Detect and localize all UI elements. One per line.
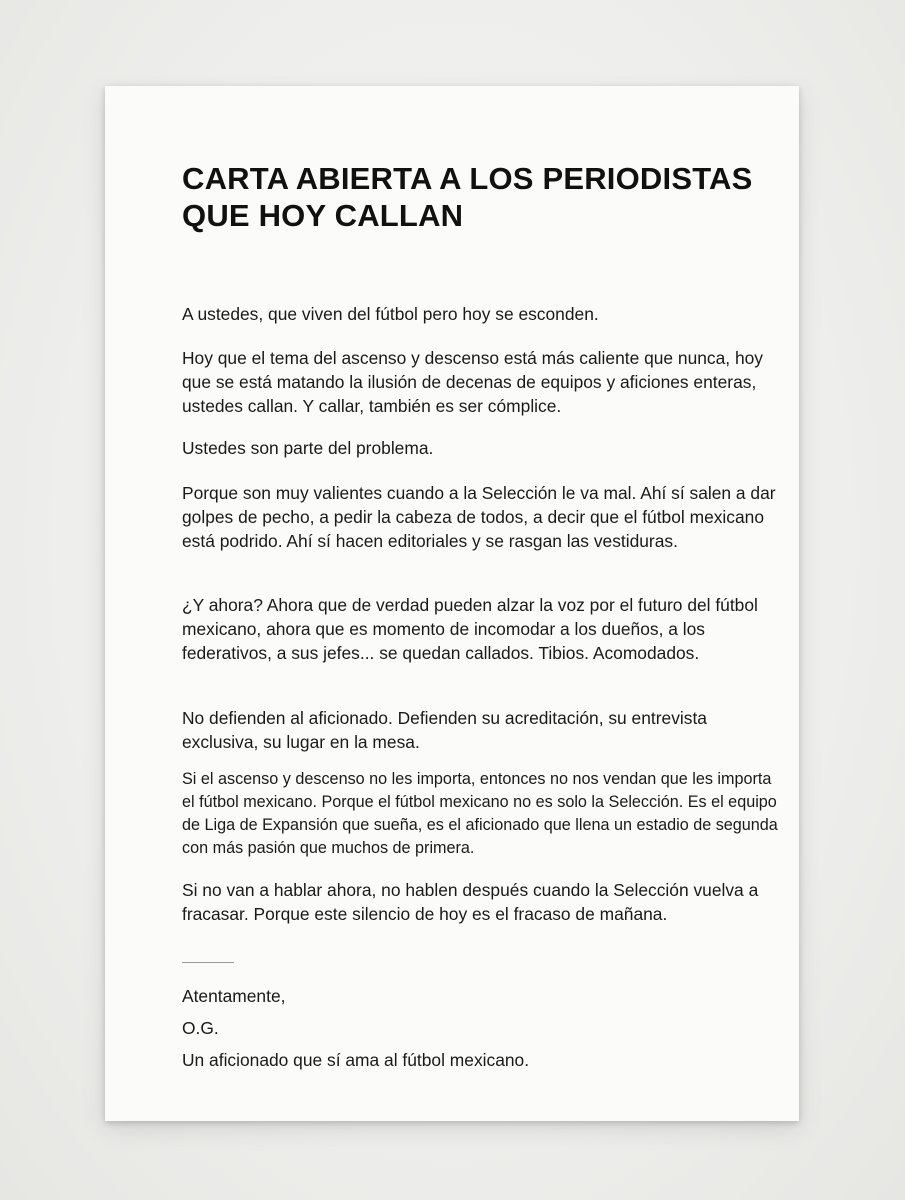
letter-paragraph-1: A ustedes, que viven del fútbol pero hoy se esconden. (182, 304, 599, 324)
letter-paragraph-6: No defienden al aficionado. Defienden su acreditación, su entrevista exclusiva, su lugar en la mesa. (182, 708, 707, 752)
letter-paragraph-5: ¿Y ahora? Ahora que de verdad pueden alzar la voz por el futuro del fútbol mexicano, ahora que es momento de incomodar a los dueños, a los federativos, a sus jefes... se quedan callados. Tibios. Acomodados. (182, 595, 758, 663)
letter-paragraph-2: Hoy que el tema del ascenso y descenso está más caliente que nunca, hoy que se está matando la ilusión de decenas de equipos y aficiones enteras, ustedes callan. Y callar, también es ser cómplice. (182, 348, 764, 416)
letter-paragraph-3: Ustedes son parte del problema. (182, 438, 434, 458)
letter-paragraph-7: Si el ascenso y descenso no les importa, entonces no nos vendan que les importa el fútbol mexicano. Porque el fútbol mexicano no es solo la Selección. Es el equipo de Liga de Expansión que sueña, es el aficionado que llena un estadio de segunda con más pasión que muchos de primera. (182, 770, 778, 857)
closing-text: Atentamente, (182, 986, 286, 1006)
letter-paper (105, 86, 799, 1121)
signature-initials: O.G. (182, 1018, 219, 1038)
signoff-text: Un aficionado que sí ama al fútbol mexicano. (182, 1050, 530, 1070)
letter-title: CARTA ABIERTA A LOS PERIODISTAS QUE HOY CALLAN (182, 161, 753, 233)
letter-paragraph-8: Si no van a hablar ahora, no hablen después cuando la Selección vuelva a fracasar. Porque este silencio de hoy es el fracaso de mañana. (182, 880, 759, 924)
separator-line (182, 962, 234, 963)
letter-paragraph-4: Porque son muy valientes cuando a la Selección le va mal. Ahí sí salen a dar golpes de pecho, a pedir la cabeza de todos, a decir que el fútbol mexicano está podrido. Ahí sí hacen editoriales y se rasgan las vestiduras. (182, 483, 776, 551)
